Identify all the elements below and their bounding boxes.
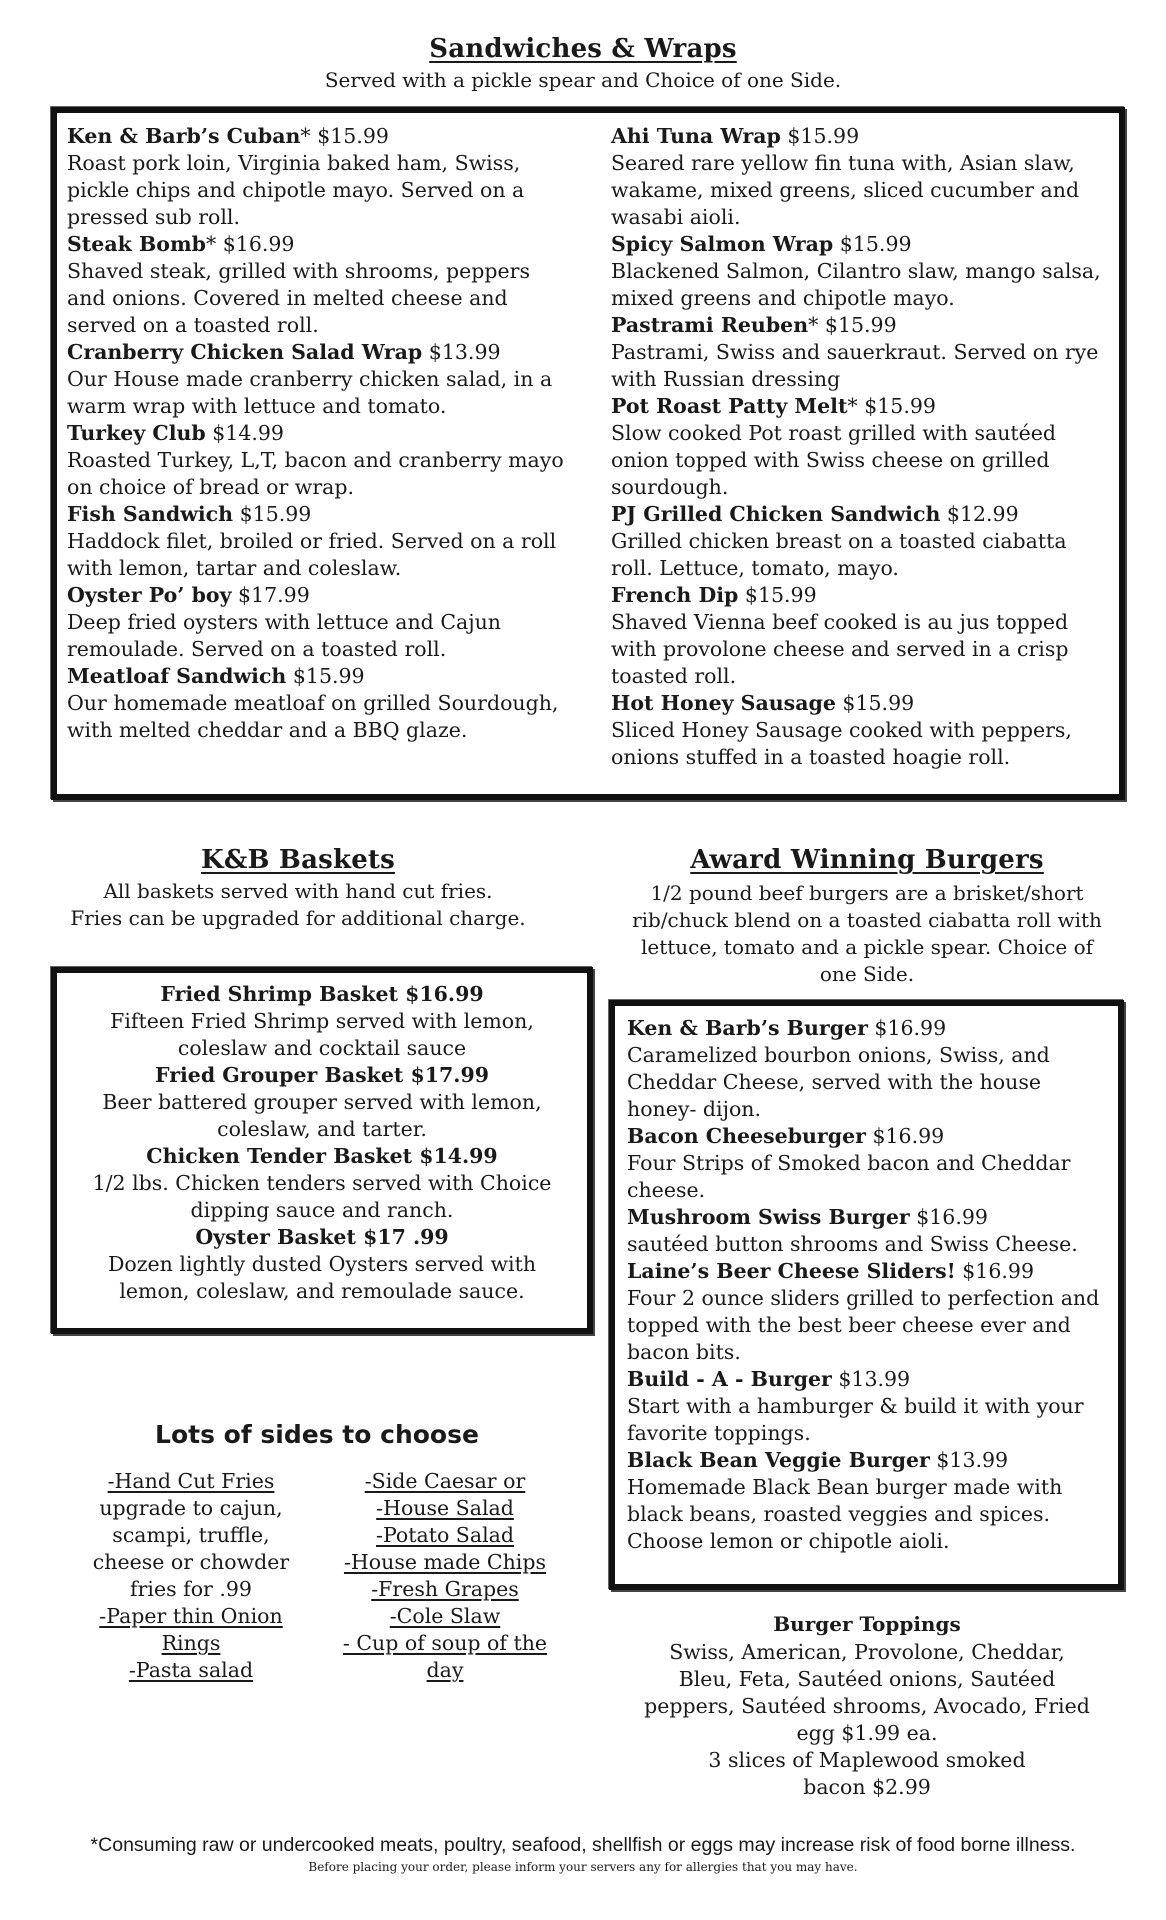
- menu-item-name: Turkey Club: [67, 421, 206, 445]
- menu-item-description: Our homemade meatloaf on grilled Sourdough, with melted cheddar and a BBQ glaze.: [67, 691, 559, 742]
- burger-item-name: Bacon Cheeseburger: [627, 1124, 866, 1148]
- burger-item-description: Four Strips of Smoked bacon and Cheddar cheese.: [627, 1151, 1071, 1202]
- menu-item-heading: [67, 582, 567, 609]
- menu-item-price: $15.99: [864, 394, 936, 418]
- burger-item: [627, 1015, 1110, 1123]
- sandwiches-right-column: [611, 123, 1111, 771]
- menu-item-price: $15.99: [317, 124, 389, 148]
- basket-item: [70, 1062, 574, 1143]
- menu-item: [611, 312, 1111, 393]
- menu-item-name: Spicy Salmon Wrap: [611, 232, 834, 256]
- menu-item: [67, 582, 567, 663]
- side-item: -Paper thin Onion Rings: [99, 1604, 283, 1655]
- burger-item-heading: [627, 1123, 1110, 1150]
- side-item: -House made Chips: [343, 1550, 547, 1574]
- raw-warning-mark: *: [847, 394, 858, 418]
- menu-item-heading: [67, 501, 567, 528]
- side-item: - Cup of soup of the day: [342, 1631, 548, 1682]
- menu-item-description: Shaved Vienna beef cooked is au jus topped with provolone cheese and served in a crisp toasted roll.: [611, 610, 1069, 688]
- burger-item-description: Caramelized bourbon onions, Swiss, and Cheddar Cheese, served with the house honey- dijon.: [627, 1043, 1050, 1121]
- menu-item-price: $13.99: [428, 340, 501, 364]
- basket-item: [70, 1224, 574, 1305]
- menu-item-name: Meatloaf Sandwich: [67, 664, 287, 688]
- burger-item-heading: [627, 1366, 1110, 1393]
- basket-item-heading: [70, 1224, 574, 1251]
- menu-item-price: $12.99: [946, 502, 1019, 526]
- menu-item: [67, 123, 567, 231]
- sandwiches-subtitle: Served with a pickle spear and Choice of one Side.: [324, 68, 842, 92]
- menu-item-heading: [67, 339, 567, 366]
- burger-item: [627, 1123, 1110, 1204]
- basket-item-name: Fried Shrimp Basket: [160, 982, 398, 1006]
- menu-item-heading: [67, 663, 567, 690]
- basket-item-name: Fried Grouper Basket: [155, 1063, 404, 1087]
- menu-item-heading: [611, 312, 1111, 339]
- menu-item-heading: [611, 231, 1111, 258]
- menu-item: [67, 339, 567, 420]
- sides-title: Lots of sides to choose: [155, 1420, 479, 1449]
- raw-warning-mark: *: [808, 313, 819, 337]
- menu-item-heading: [611, 582, 1111, 609]
- menu-item-description: Roasted Turkey, L,T, bacon and cranberry mayo on choice of bread or wrap.: [67, 448, 564, 499]
- menu-item: [611, 231, 1111, 312]
- menu-item-price: $15.99: [824, 313, 897, 337]
- menu-item-heading: [67, 231, 567, 258]
- menu-item-heading: [67, 420, 567, 447]
- burger-item: [627, 1258, 1110, 1366]
- basket-item-price: $14.99: [419, 1144, 498, 1168]
- menu-item: [67, 663, 567, 744]
- burger-item-name: Laine’s Beer Cheese Sliders!: [627, 1259, 956, 1283]
- menu-item-description: Seared rare yellow fin tuna with, Asian slaw, wakame, mixed greens, sliced cucumber and wasabi aioli.: [611, 151, 1080, 229]
- menu-item-name: Pot Roast Patty Melt: [611, 394, 848, 418]
- burger-item-description: Homemade Black Bean burger made with black beans, roasted veggies and spices. Choose lemon or chipotle aioli.: [627, 1475, 1063, 1553]
- menu-item-name: Fish Sandwich: [67, 502, 234, 526]
- menu-item-description: Haddock filet, broiled or fried. Served on a roll with lemon, tartar and coleslaw.: [67, 529, 557, 580]
- baskets-subtitle-1: All baskets served with hand cut fries.: [103, 879, 493, 903]
- menu-item-name: Ken & Barb’s Cuban: [67, 124, 301, 148]
- side-item: -Cole Slaw: [389, 1604, 501, 1628]
- sandwiches-title: Sandwiches & Wraps: [429, 34, 737, 64]
- menu-item-name: Ahi Tuna Wrap: [611, 124, 781, 148]
- menu-item-price: $16.99: [222, 232, 295, 256]
- side-item: -Potato Salad: [376, 1523, 514, 1547]
- burgers-list: [627, 1015, 1110, 1555]
- burger-item-heading: [627, 1447, 1110, 1474]
- basket-item-heading: [70, 981, 574, 1008]
- sides-right-column: [330, 1468, 560, 1684]
- menu-item-description: Blackened Salmon, Cilantro slaw, mango salsa, mixed greens and chipotle mayo.: [611, 259, 1101, 310]
- menu-item-name: Cranberry Chicken Salad Wrap: [67, 340, 423, 364]
- menu-item-heading: [67, 123, 567, 150]
- burgers-subtitle: 1/2 pound beef burgers are a brisket/short rib/chuck blend on a toasted ciabatta roll with lettuce, tomato and a pickle spear. Choice of one Side.: [632, 881, 1102, 986]
- toppings-list: [640, 1639, 1094, 1801]
- basket-item-price: $17.99: [410, 1063, 489, 1087]
- burger-item-price: $16.99: [962, 1259, 1034, 1283]
- menu-item-description: Grilled chicken breast on a toasted ciabatta roll. Lettuce, tomato, mayo.: [611, 529, 1067, 580]
- menu-item: [611, 501, 1111, 582]
- burger-item-description: Start with a hamburger & build it with your favorite toppings.: [627, 1394, 1084, 1445]
- menu-item-description: Roast pork loin, Virginia baked ham, Swiss, pickle chips and chipotle mayo. Served on a pressed sub roll.: [67, 151, 525, 229]
- raw-warning-mark: *: [300, 124, 311, 148]
- menu-item: [611, 690, 1111, 771]
- basket-item: [70, 1143, 574, 1224]
- burger-item: [627, 1204, 1110, 1258]
- burger-item-price: $16.99: [872, 1124, 945, 1148]
- side-item: -Side Caesar or: [364, 1469, 526, 1493]
- menu-item-description: Our House made cranberry chicken salad, in a warm wrap with lettuce and tomato.: [67, 367, 553, 418]
- burger-item-description: sautéed button shrooms and Swiss Cheese.: [627, 1232, 1078, 1256]
- basket-item-description: Fifteen Fried Shrimp served with lemon, coleslaw and cocktail sauce: [110, 1009, 534, 1060]
- bacon-topping-text: 3 slices of Maplewood smoked bacon $2.99: [708, 1748, 1026, 1799]
- allergy-note: Before placing your order, please inform your servers any for allergies that you may have.: [308, 1860, 858, 1874]
- burger-item-name: Build - A - Burger: [627, 1367, 832, 1391]
- menu-item-name: Hot Honey Sausage: [611, 691, 836, 715]
- burger-item-heading: [627, 1204, 1110, 1231]
- menu-item-price: $15.99: [239, 502, 312, 526]
- burger-item-price: $13.99: [936, 1448, 1009, 1472]
- menu-item-price: $15.99: [787, 124, 860, 148]
- basket-item-price: $17 .99: [363, 1225, 449, 1249]
- toppings-text: Swiss, American, Provolone, Cheddar, Bleu, Feta, Sautéed onions, Sautéed peppers, Sautéed shrooms, Avocado, Fried egg $1.99 ea.: [644, 1640, 1090, 1745]
- side-item: -Hand Cut Fries: [107, 1469, 275, 1493]
- menu-item-heading: [611, 501, 1111, 528]
- menu-item-name: Oyster Po’ boy: [67, 583, 232, 607]
- menu-item-price: $15.99: [839, 232, 912, 256]
- burger-item-name: Ken & Barb’s Burger: [627, 1016, 868, 1040]
- menu-item: [611, 393, 1111, 501]
- side-item: upgrade to cajun, scampi, truffle, cheese or chowder fries for .99: [92, 1496, 290, 1601]
- baskets-list: [70, 981, 574, 1305]
- menu-item-price: $15.99: [292, 664, 365, 688]
- basket-item-description: Dozen lightly dusted Oysters served with lemon, coleslaw, and remoulade sauce.: [107, 1252, 537, 1303]
- baskets-subtitle-2: Fries can be upgraded for additional charge.: [70, 906, 526, 930]
- toppings-title: Burger Toppings: [773, 1612, 961, 1636]
- menu-item-name: French Dip: [611, 583, 739, 607]
- side-item: -Pasta salad: [128, 1658, 254, 1682]
- burger-item-price: $13.99: [838, 1367, 911, 1391]
- menu-item-price: $17.99: [238, 583, 310, 607]
- sandwiches-left-column: [67, 123, 567, 744]
- burger-item-price: $16.99: [916, 1205, 988, 1229]
- basket-item-price: $16.99: [405, 982, 484, 1006]
- burger-item-name: Mushroom Swiss Burger: [627, 1205, 910, 1229]
- burger-item: [627, 1366, 1110, 1447]
- menu-item-description: Slow cooked Pot roast grilled with sautéed onion topped with Swiss cheese on grilled sourdough.: [611, 421, 1057, 499]
- menu-item-price: $15.99: [744, 583, 817, 607]
- menu-item-description: Sliced Honey Sausage cooked with peppers, onions stuffed in a toasted hoagie roll.: [611, 718, 1072, 769]
- burger-item-name: Black Bean Veggie Burger: [627, 1448, 930, 1472]
- side-item: -House Salad: [376, 1496, 514, 1520]
- menu-item: [67, 420, 567, 501]
- menu-item-price: $15.99: [842, 691, 915, 715]
- baskets-title: K&B Baskets: [201, 845, 395, 875]
- basket-item-heading: [70, 1062, 574, 1089]
- burger-item-heading: [627, 1258, 1110, 1285]
- burger-item-description: Four 2 ounce sliders grilled to perfection and topped with the best beer cheese ever and bacon bits.: [627, 1286, 1100, 1364]
- menu-item: [67, 231, 567, 339]
- menu-item: [611, 123, 1111, 231]
- sides-left-column: [84, 1468, 298, 1684]
- basket-item-name: Oyster Basket: [195, 1225, 356, 1249]
- basket-item-description: Beer battered grouper served with lemon, coleslaw, and tarter.: [102, 1090, 542, 1141]
- menu-item-heading: [611, 123, 1111, 150]
- menu-item-name: PJ Grilled Chicken Sandwich: [611, 502, 941, 526]
- menu-item: [67, 501, 567, 582]
- basket-item-description: 1/2 lbs. Chicken tenders served with Choice dipping sauce and ranch.: [92, 1171, 552, 1222]
- consumption-warning: *Consuming raw or undercooked meats, poultry, seafood, shellfish or eggs may increase risk of food borne illness.: [90, 1834, 1076, 1856]
- raw-warning-mark: *: [205, 232, 217, 256]
- burger-item-price: $16.99: [874, 1016, 947, 1040]
- basket-item-name: Chicken Tender Basket: [146, 1144, 413, 1168]
- menu-item-description: Pastrami, Swiss and sauerkraut. Served on rye with Russian dressing: [611, 340, 1099, 391]
- menu-item-heading: [611, 690, 1111, 717]
- burger-item: [627, 1447, 1110, 1555]
- burgers-title: Award Winning Burgers: [690, 845, 1044, 875]
- menu-item-description: Deep fried oysters with lettuce and Cajun remoulade. Served on a toasted roll.: [67, 610, 501, 661]
- side-item: -Fresh Grapes: [371, 1577, 519, 1601]
- menu-item: [611, 582, 1111, 690]
- menu-item-heading: [611, 393, 1111, 420]
- basket-item-heading: [70, 1143, 574, 1170]
- burger-item-heading: [627, 1015, 1110, 1042]
- menu-item-price: $14.99: [212, 421, 284, 445]
- menu-item-name: Pastrami Reuben: [611, 313, 809, 337]
- menu-item-name: Steak Bomb: [67, 232, 206, 256]
- menu-item-description: Shaved steak, grilled with shrooms, peppers and onions. Covered in melted cheese and served on a toasted roll.: [67, 259, 530, 337]
- basket-item: [70, 981, 574, 1062]
